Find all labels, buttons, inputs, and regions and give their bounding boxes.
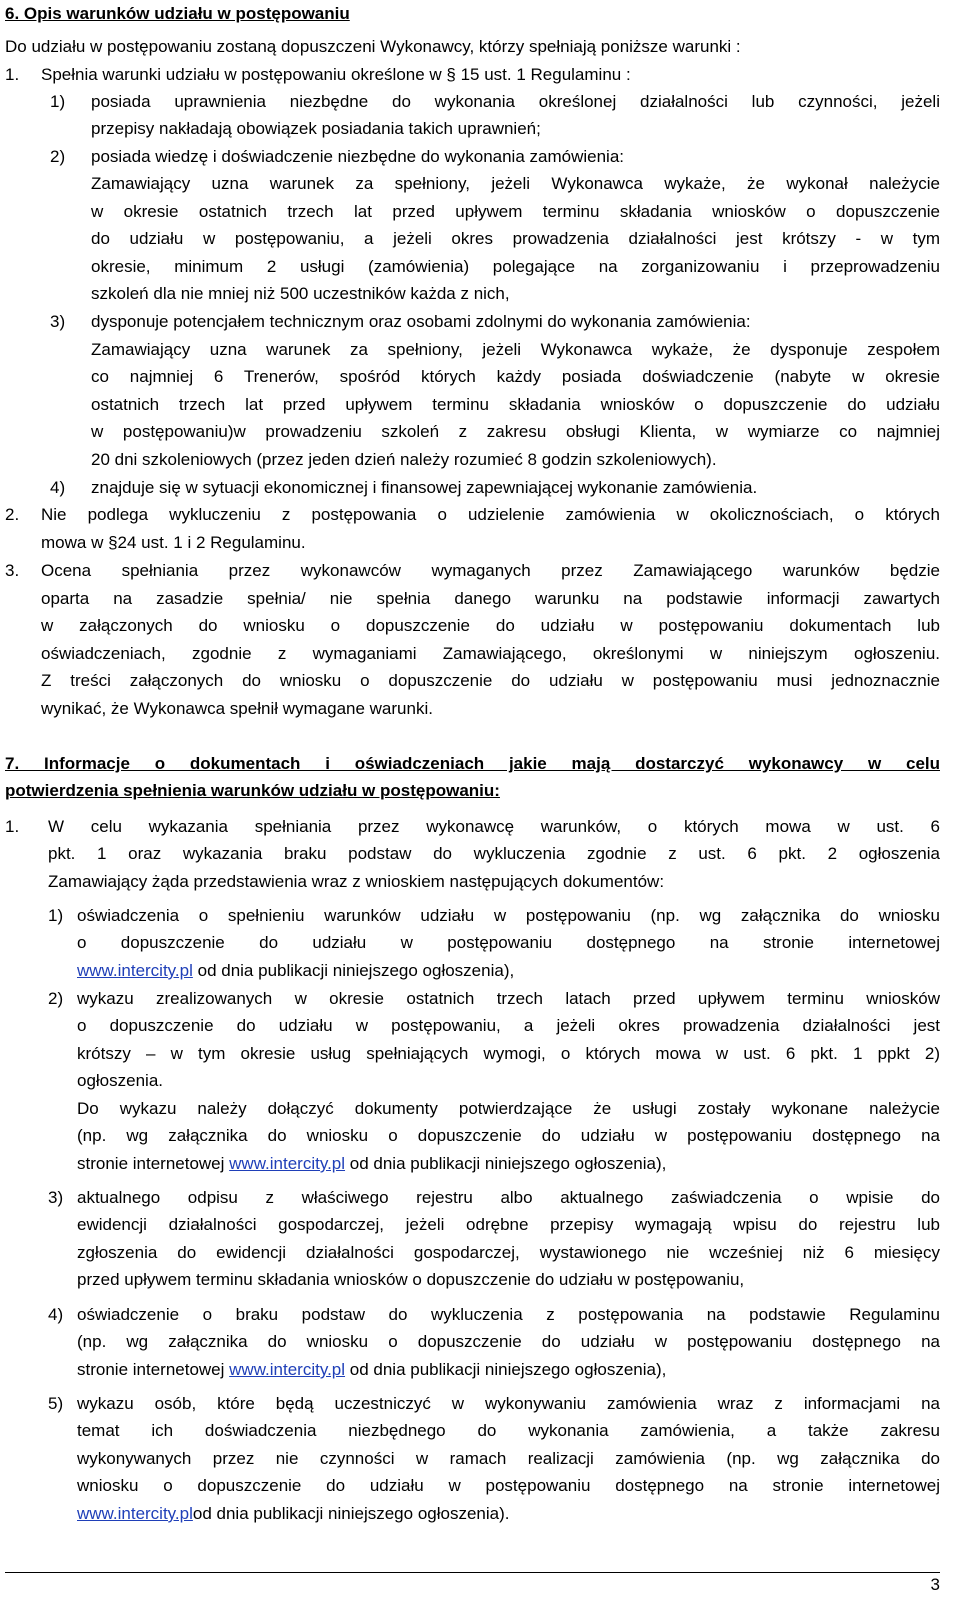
item-line: krótszy – w tym okresie usług spełniających wymogi, o których mowa w ust. 6 pkt. 1 ppkt 2) (77, 1044, 940, 1063)
item-number: 5) (48, 1394, 64, 1413)
sub-number: 3) (50, 312, 66, 331)
point-line: w załączonych do wniosku o dopuszczenie do udziału w postępowaniu dokumentach lub (41, 616, 940, 635)
sub-line: Zamawiający uzna warunek za spełniony, jeżeli Wykonawca wykaże, że wykonał należycie (91, 174, 940, 193)
sub-number: 4) (50, 478, 66, 497)
point-line: Ocena spełniania przez wykonawców wymaganych przez Zamawiającego warunków będzie (41, 561, 940, 580)
point-line: oparta na zasadzie spełnia/ nie spełnia danego warunku na podstawie informacji zawartych (41, 589, 940, 608)
item-line: (np. wg załącznika do wniosku o dopuszczenie do udziału w postępowaniu dostępnego na (77, 1332, 940, 1351)
item-line: wniosku o dopuszczenie do udziału w postępowaniu dostępnego na stronie internetowej (77, 1476, 940, 1495)
item-line: wykazu zrealizowanych w okresie ostatnich trzech latach przed upływem terminu wniosków (77, 989, 940, 1008)
section-7-title-cont: potwierdzenia spełnienia warunków udziału w postępowaniu: (5, 781, 500, 800)
point-line: pkt. 1 oraz wykazania braku podstaw do wykluczenia zgodnie z ust. 6 pkt. 2 ogłoszenia (48, 844, 940, 863)
item-number: 1) (48, 906, 64, 925)
point-number: 1. (5, 817, 20, 836)
sub-line: Zamawiający uzna warunek za spełniony, jeżeli Wykonawca wykaże, że dysponuje zespołem (91, 340, 940, 359)
section-6-title: 6. Opis warunków udziału w postępowaniu (5, 4, 350, 23)
sub-line: ostatnich trzech lat przed upływem terminu składania wniosków o dopuszczenie do udziału (91, 395, 940, 414)
point-number: 3. (5, 561, 20, 580)
sub-line: przepisy nakładają obowiązek posiadania takich uprawnień; (91, 119, 541, 138)
section-6-intro: Do udziału w postępowaniu zostaną dopuszczeni Wykonawcy, którzy spełniają poniższe warunki : (5, 37, 741, 56)
item-line: o dopuszczenie do udziału w postępowaniu dostępnego na stronie internetowej (77, 933, 940, 952)
sub-line: do udziału w postępowaniu, a jeżeli okres prowadzenia działalności jest krótszy - w tym (91, 229, 940, 248)
point-line: mowa w §24 ust. 1 i 2 Regulaminu. (41, 533, 306, 552)
point-text: Spełnia warunki udziału w postępowaniu określone w § 15 ust. 1 Regulaminu : (41, 65, 631, 84)
point-line: Z treści załączonych do wniosku o dopuszczenie do udziału w postępowaniu musi jednoznacznie (41, 671, 940, 690)
section-7-title: 7. Informacje o dokumentach i oświadczeniach jakie mają dostarczyć wykonawcy w celu (5, 754, 940, 773)
point-line: Zamawiający żąda przedstawienia wraz z wnioskiem następujących dokumentów: (48, 872, 665, 891)
sub-line: w okresie ostatnich trzech lat przed upływem terminu składania wniosków o dopuszczenie (91, 202, 940, 221)
sub-line: okresie, minimum 2 usługi (zamówienia) polegające na zorganizowaniu i przeprowadzeniu (91, 257, 940, 276)
point-number: 2. (5, 505, 20, 524)
item-line: przed upływem terminu składania wniosków o dopuszczenie do udziału w postępowaniu, (77, 1270, 745, 1289)
sub-line: posiada uprawnienia niezbędne do wykonania określonej działalności lub czynności, jeżeli (91, 92, 940, 111)
item-number: 4) (48, 1305, 64, 1324)
sub-line: posiada wiedzę i doświadczenie niezbędne do wykonania zamówienia: (91, 147, 625, 166)
item-line: temat ich doświadczenia niezbędnego do wykonania zamówienia, a także zakresu (77, 1421, 940, 1440)
item-line: aktualnego odpisu z właściwego rejestru albo aktualnego zaświadczenia o wpisie do (77, 1188, 940, 1207)
sub-line: w postępowaniu)w prowadzeniu szkoleń z zakresu obsługi Klienta, w wymiarze co najmniej (91, 422, 940, 441)
sub-number: 2) (50, 147, 66, 166)
item-line: stronie internetowej www.intercity.pl od dnia publikacji niniejszego ogłoszenia), (77, 1154, 667, 1173)
item-line: www.intercity.pl od dnia publikacji niniejszego ogłoszenia), (77, 961, 515, 980)
footer-rule (5, 1572, 940, 1573)
item-line: ewidencji działalności gospodarczej, jeżeli odrębne przepisy wymagają wpisu do rejestru lub (77, 1215, 940, 1234)
sub-line: szkoleń dla nie mniej niż 500 uczestników każda z nich, (91, 284, 510, 303)
point-line: Nie podlega wykluczeniu z postępowania o udzielenie zamówienia w okolicznościach, o których (41, 505, 940, 524)
point-line: W celu wykazania spełniania przez wykonawcę warunków, o których mowa w ust. 6 (48, 817, 940, 836)
item-line: zgłoszenia do ewidencji działalności gospodarczej, wystawionego nie wcześniej niż 6 miesięcy (77, 1243, 940, 1262)
item-line: wykonywanych przez nie czynności w ramach realizacji zamówienia (np. wg załącznika do (77, 1449, 940, 1468)
item-line: stronie internetowej www.intercity.pl od dnia publikacji niniejszego ogłoszenia), (77, 1360, 667, 1379)
item-line: ogłoszenia. (77, 1071, 164, 1090)
item-number: 3) (48, 1188, 64, 1207)
sub-line: co najmniej 6 Trenerów, spośród których każdy posiada doświadczenie (nabyte w okresie (91, 367, 940, 386)
point-number: 1. (5, 65, 20, 84)
item-line: oświadczenia o spełnieniu warunków udziału w postępowaniu (np. wg załącznika do wniosku (77, 906, 940, 925)
sub-line: znajduje się w sytuacji ekonomicznej i finansowej zapewniającej wykonanie zamówienia. (91, 478, 758, 497)
item-number: 2) (48, 989, 64, 1008)
intercity-link[interactable]: www.intercity.pl (77, 1504, 193, 1523)
sub-number: 1) (50, 92, 66, 111)
point-line: oświadczeniach, zgodnie z wymaganiami Zamawiającego, określonymi w niniejszym ogłoszeniu. (41, 644, 940, 663)
sub-line: 20 dni szkoleniowych (przez jeden dzień należy rozumieć 8 godzin szkoleniowych). (91, 450, 717, 469)
item-line: o dopuszczenie do udziału w postępowaniu, a jeżeli okres prowadzenia działalności jest (77, 1016, 940, 1035)
page-number: 3 (930, 1575, 940, 1594)
item-line: Do wykazu należy dołączyć dokumenty potwierdzające że usługi zostały wykonane należycie (77, 1099, 940, 1118)
intercity-link[interactable]: www.intercity.pl (229, 1154, 346, 1173)
item-line: www.intercity.plod dnia publikacji niniejszego ogłoszenia). (77, 1504, 510, 1523)
item-line: oświadczenie o braku podstaw do wykluczenia z postępowania na podstawie Regulaminu (77, 1305, 940, 1324)
item-line: (np. wg załącznika do wniosku o dopuszczenie do udziału w postępowaniu dostępnego na (77, 1126, 940, 1145)
intercity-link[interactable]: www.intercity.pl (77, 961, 193, 980)
sub-line: dysponuje potencjałem technicznym oraz osobami zdolnymi do wykonania zamówienia: (91, 312, 751, 331)
intercity-link[interactable]: www.intercity.pl (229, 1360, 346, 1379)
item-line: wykazu osób, które będą uczestniczyć w wykonywaniu zamówienia wraz z informacjami na (77, 1394, 940, 1413)
point-line: wynikać, że Wykonawca spełnił wymagane warunki. (41, 699, 433, 718)
